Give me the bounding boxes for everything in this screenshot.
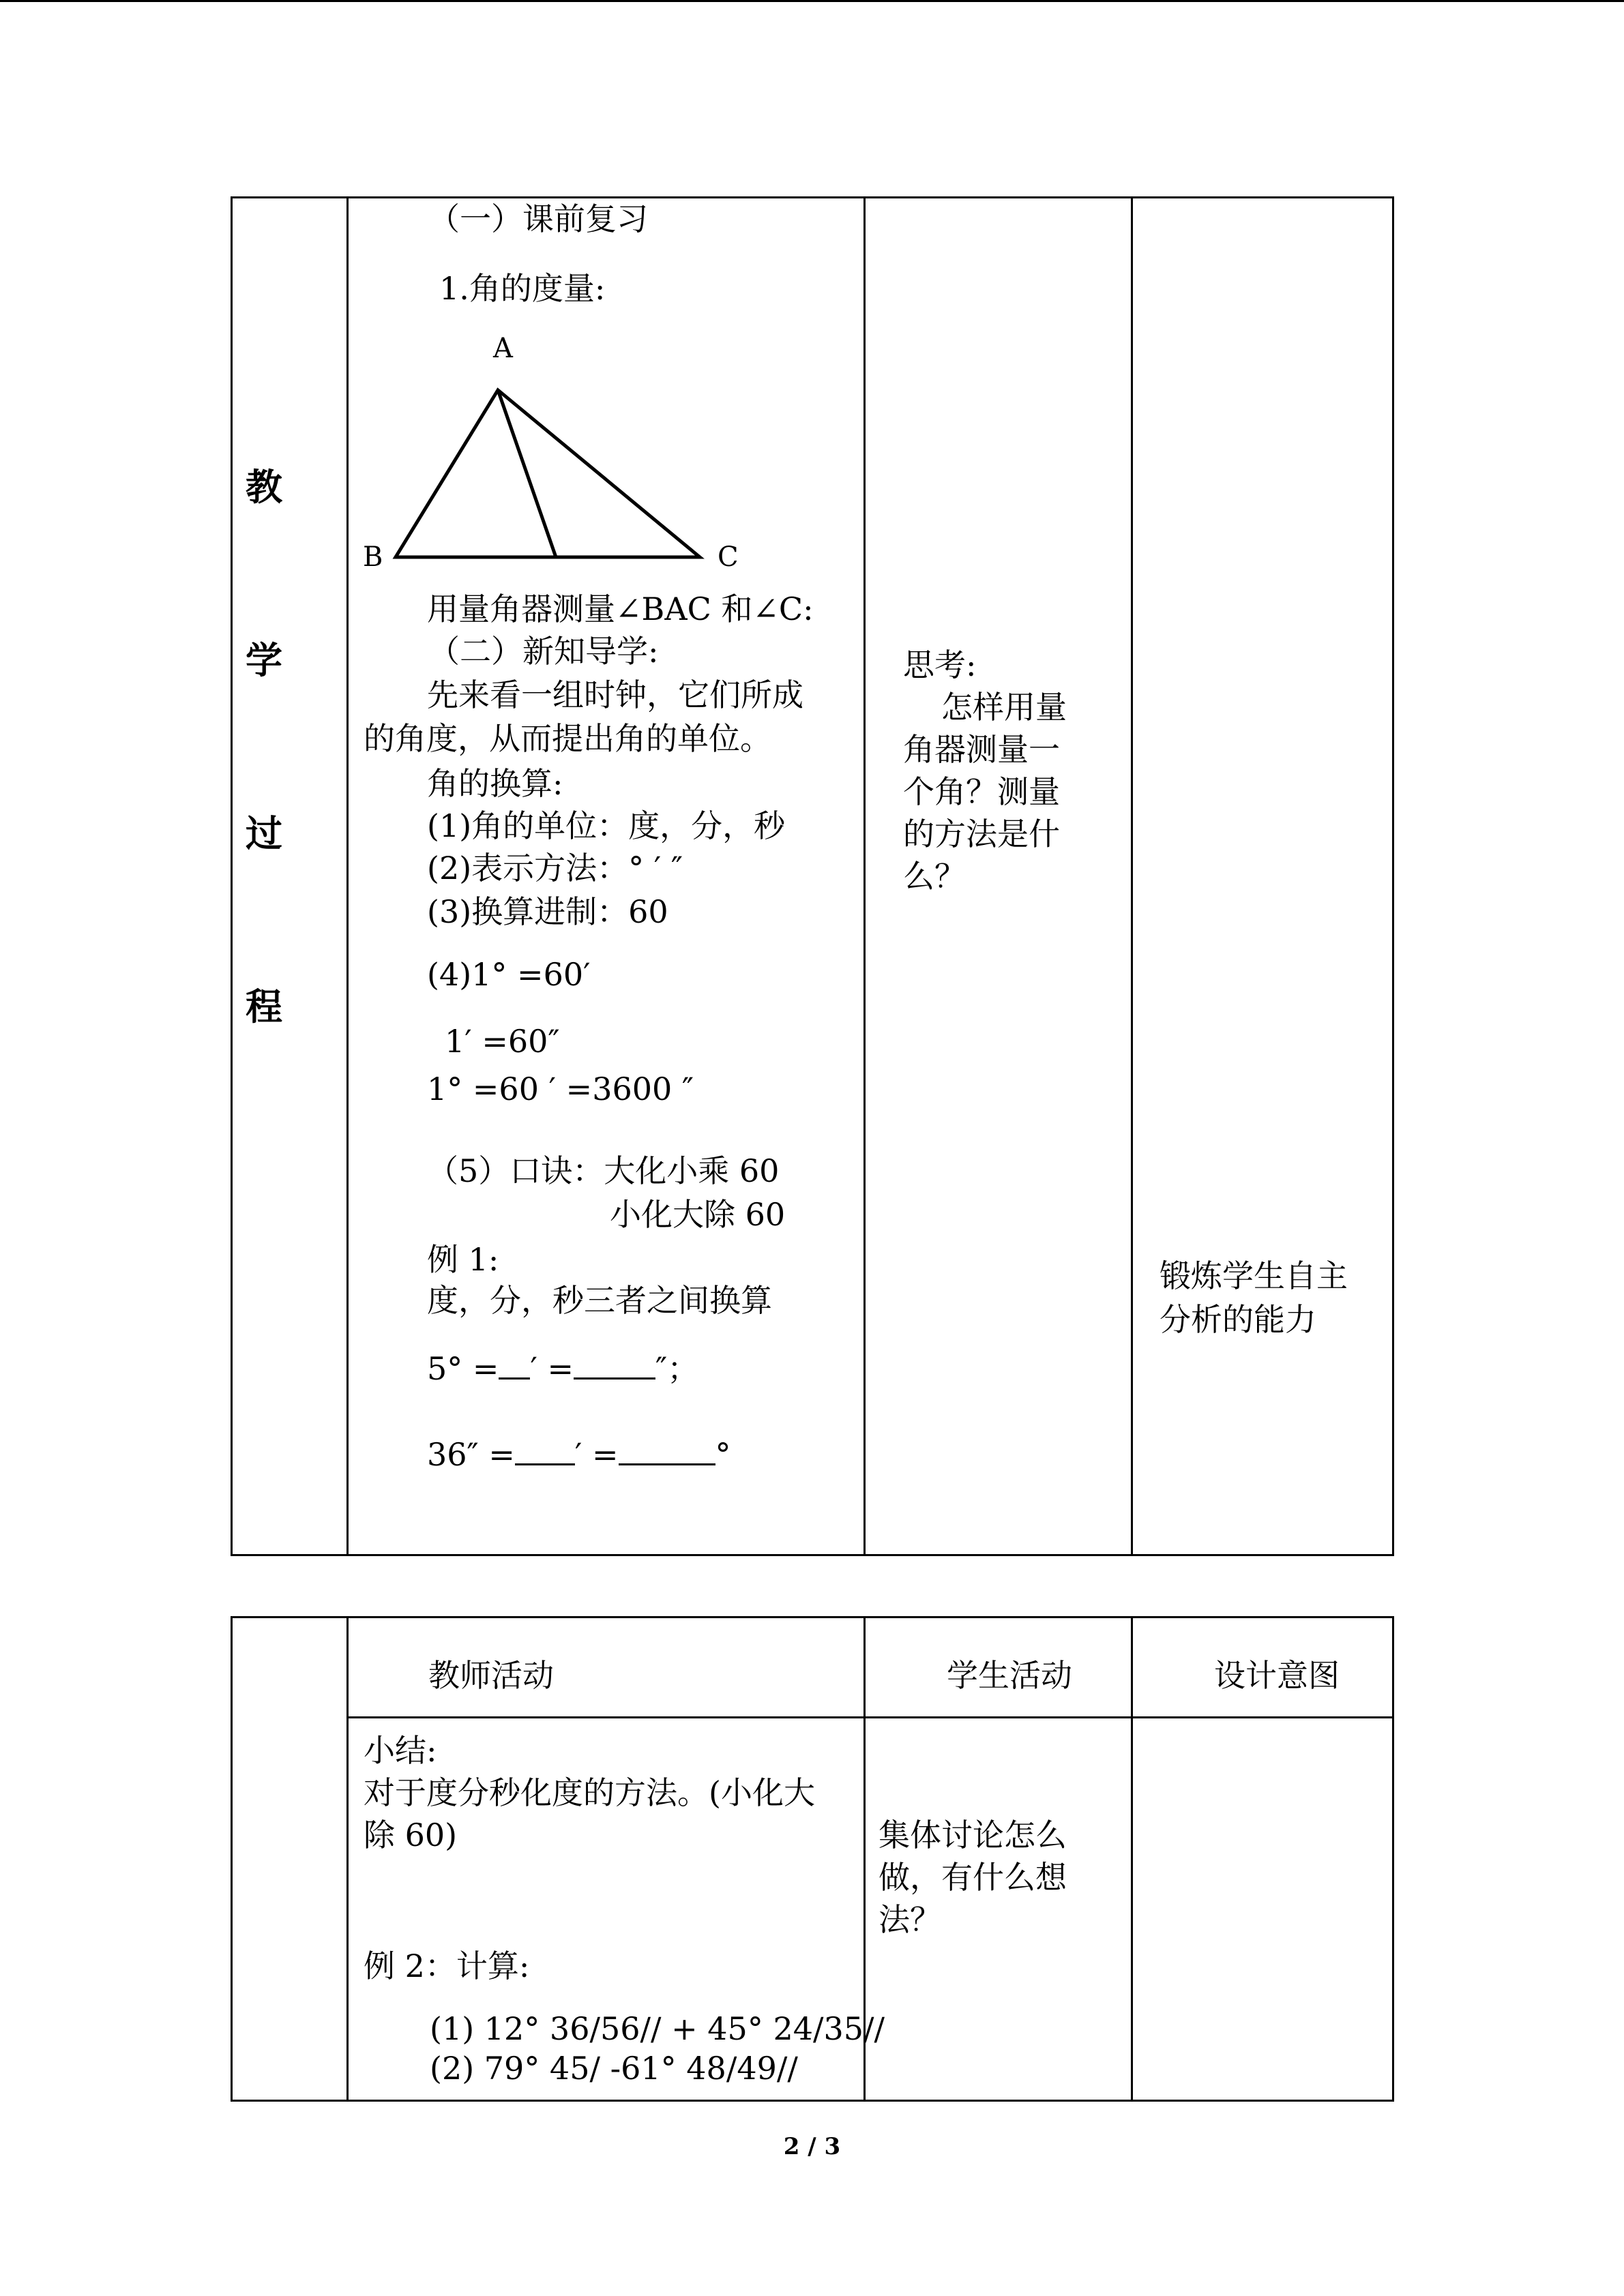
unit-point-3: (3)换算进制：60 (427, 893, 668, 930)
exercise-a-mid: ′ = (530, 1350, 574, 1387)
clock-text-line1: 先来看一组时钟，它们所成 (427, 676, 803, 713)
unit-point-4b: 1′ =60″ (445, 1023, 560, 1060)
vertex-label-a: A (493, 333, 513, 364)
calc-1: (1) 12° 36/56// + 45° 24/35// (430, 2010, 885, 2047)
think-line4: 的方法是什 (903, 816, 1060, 852)
label-char: 过 (246, 812, 282, 855)
exercise-b-pre: 36″ = (427, 1436, 515, 1473)
design-line1: 锻炼学生自主 (1160, 1257, 1348, 1294)
example1-title: 例 1: (427, 1241, 499, 1278)
example1-exercise-b (427, 1433, 731, 1476)
header-design-intent: 设计意图 (1214, 1657, 1340, 1694)
think-line3: 个角？测量 (903, 773, 1060, 810)
header-teacher-activity: 教师活动 (428, 1657, 554, 1694)
discussion-line1: 集体讨论怎么 (879, 1817, 1067, 1853)
think-label: 思考: (903, 646, 977, 683)
exercise-a-pre: 5° = (427, 1350, 499, 1387)
mnemonic-line2: 小化大除 60 (610, 1196, 786, 1233)
new-knowledge-title: （二）新知导学: (428, 633, 659, 670)
unit-point-4: (4)1° =60′ (427, 956, 591, 993)
clock-text-line2: 的角度，从而提出角的单位。 (364, 720, 771, 757)
blank-minutes-b[interactable] (515, 1433, 575, 1465)
vertex-label-c: C (718, 541, 739, 573)
discussion-line2: 做，有什么想 (879, 1859, 1067, 1896)
design-line2: 分析的能力 (1160, 1301, 1316, 1338)
think-line1: 怎样用量 (941, 689, 1067, 726)
think-line5: 么？ (903, 858, 966, 895)
blank-minutes-a[interactable] (499, 1347, 530, 1380)
review-title: （一）课前复习 (428, 200, 648, 237)
summary-title: 小结: (364, 1732, 437, 1769)
vertex-label-b: B (363, 541, 383, 573)
unit-point-4c: 1° =60 ′ =3600 ″ (427, 1071, 694, 1107)
discussion-line3: 法？ (879, 1901, 941, 1938)
example1-desc: 度，分，秒三者之间换算 (427, 1282, 772, 1319)
calc-2: (2) 79° 45/ -61° 48/49// (430, 2050, 798, 2087)
unit-point-1: (1)角的单位：度，分，秒 (427, 807, 786, 844)
blank-seconds-a[interactable] (574, 1347, 655, 1380)
page-number: 2 / 3 (783, 2133, 841, 2160)
example1-exercise-a (427, 1347, 698, 1390)
item-angle-measure: 1.角的度量: (439, 270, 606, 307)
top-border (0, 0, 1624, 2)
exercise-b-mid: ′ = (574, 1436, 619, 1473)
example2-title: 例 2：计算: (364, 1948, 530, 1984)
unit-point-2: (2)表示方法：° ′ ″ (427, 850, 683, 886)
triangle-diagram (355, 327, 791, 580)
conversion-title: 角的换算: (427, 765, 563, 802)
think-line2: 角器测量一 (903, 731, 1060, 768)
measure-instruction: 用量角器测量∠BAC 和∠C: (427, 591, 814, 627)
exercise-a-end: ″； (655, 1350, 699, 1387)
exercise-b-end: ° (715, 1436, 731, 1473)
mnemonic-line1: （5）口诀：大化小乘 60 (427, 1152, 780, 1189)
header-student-activity: 学生活动 (947, 1657, 1072, 1694)
label-char: 教 (246, 466, 282, 509)
label-char: 程 (246, 985, 282, 1028)
label-char: 学 (246, 639, 282, 682)
summary-line1: 对于度分秒化度的方法。(小化大 (364, 1774, 815, 1811)
blank-degrees-b[interactable] (619, 1433, 715, 1465)
summary-line2: 除 60) (364, 1817, 458, 1853)
